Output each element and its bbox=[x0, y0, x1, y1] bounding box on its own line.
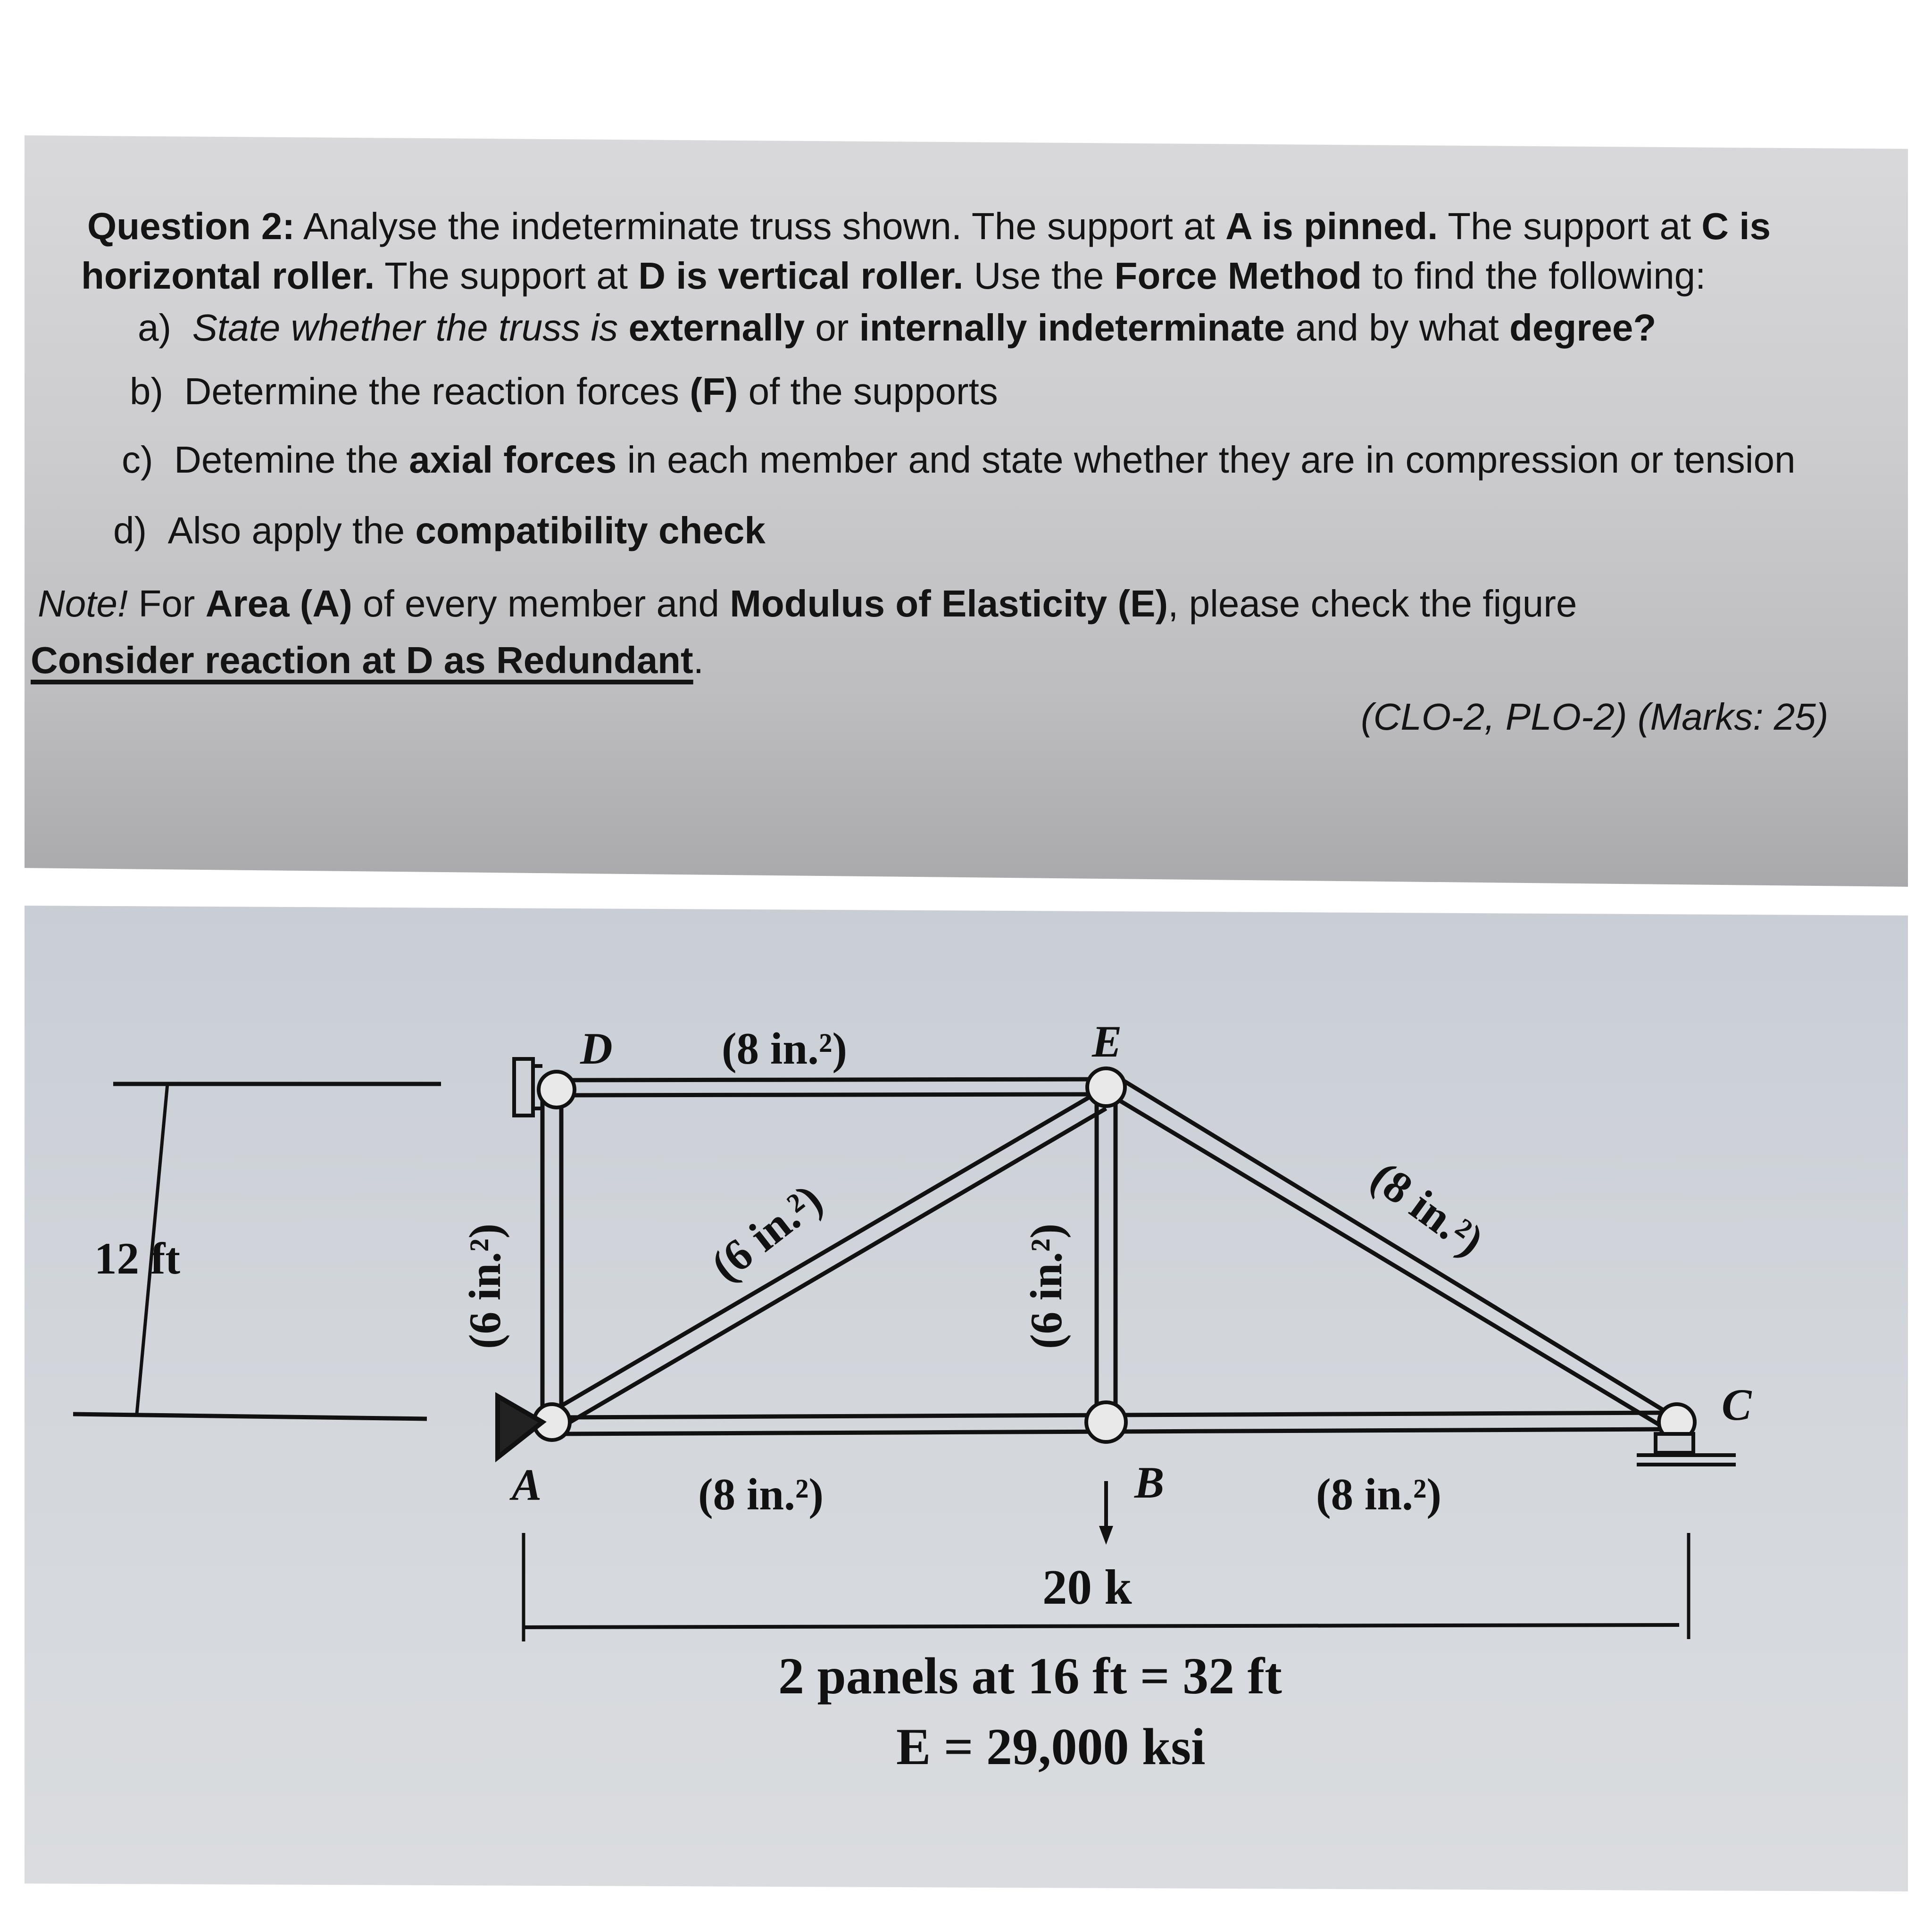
marks-label: (CLO-2, PLO-2) (Marks: 25) bbox=[1361, 696, 1829, 738]
text: . bbox=[693, 639, 704, 681]
joint-D bbox=[539, 1072, 575, 1108]
text: in each member and state whether they are in compression or tension bbox=[616, 439, 1796, 481]
text: Analyse the indeterminate truss shown. The support at bbox=[295, 205, 1226, 247]
text: and by what bbox=[1285, 307, 1509, 349]
text-bold: Modulus of Elasticity (E) bbox=[730, 583, 1168, 625]
text: of every member and bbox=[352, 583, 730, 625]
text: The support at bbox=[375, 255, 639, 297]
support-A-pinned bbox=[498, 1396, 542, 1457]
question-number: Question 2: bbox=[87, 205, 295, 247]
text: of the supports bbox=[738, 370, 998, 412]
joint-B bbox=[1086, 1402, 1126, 1442]
text-bold: degree? bbox=[1509, 307, 1657, 349]
node-label-B: B bbox=[1134, 1457, 1165, 1507]
area-label-AB: (8 in.²) bbox=[698, 1469, 824, 1519]
area-label-DE: (8 in.²) bbox=[722, 1024, 847, 1074]
area-label-BE: (6 in.²) bbox=[1021, 1224, 1071, 1349]
span-dimension bbox=[524, 1625, 1679, 1627]
height-label: 12 ft bbox=[94, 1233, 181, 1283]
text-bold: D is vertical roller. bbox=[638, 255, 964, 297]
node-label-E: E bbox=[1092, 1016, 1122, 1066]
text: or bbox=[805, 307, 859, 349]
arrow-head-icon bbox=[1099, 1526, 1113, 1545]
text-bold: axial forces bbox=[409, 439, 617, 481]
text-bold: horizontal roller. bbox=[81, 255, 375, 297]
text-bold: Area (A) bbox=[205, 583, 352, 625]
text: to find the following: bbox=[1362, 255, 1706, 297]
item-label: a) bbox=[138, 307, 172, 349]
item-label: c) bbox=[122, 439, 153, 481]
text: , please check the figure bbox=[1168, 583, 1577, 625]
text-bold: Force Method bbox=[1114, 255, 1362, 297]
node-label-C: C bbox=[1722, 1380, 1752, 1430]
text-underlined: Consider reaction at D as Redundant bbox=[31, 639, 693, 681]
span-label: 2 panels at 16 ft = 32 ft bbox=[778, 1647, 1282, 1705]
text: Note! bbox=[38, 583, 128, 625]
text: Also apply the bbox=[167, 509, 416, 551]
text: The support at bbox=[1438, 205, 1702, 247]
text: State whether the truss is bbox=[192, 307, 629, 349]
support-C-horizontal-roller bbox=[1637, 1434, 1736, 1465]
area-label-AE: (6 in.²) bbox=[701, 1174, 832, 1291]
load-label: 20 k bbox=[1042, 1559, 1132, 1615]
area-label-AD: (6 in.²) bbox=[460, 1224, 510, 1349]
joint-E bbox=[1087, 1068, 1125, 1106]
modulus-label: E = 29,000 ksi bbox=[896, 1718, 1206, 1775]
text: Use the bbox=[963, 255, 1115, 297]
area-label-BC: (8 in.²) bbox=[1316, 1469, 1441, 1519]
dimension-line-bottom bbox=[73, 1414, 427, 1419]
text-bold: externally bbox=[628, 307, 805, 349]
text-bold: internally indeterminate bbox=[859, 307, 1285, 349]
text: For bbox=[128, 583, 206, 625]
area-label-EC: (8 in.²) bbox=[1362, 1151, 1493, 1266]
node-label-A: A bbox=[512, 1460, 542, 1510]
text-bold: A is pinned. bbox=[1225, 205, 1438, 247]
text-bold: compatibility check bbox=[415, 509, 766, 551]
item-label: b) bbox=[130, 370, 164, 412]
node-label-D: D bbox=[580, 1024, 613, 1074]
item-label: d) bbox=[113, 509, 147, 551]
text-bold: (F) bbox=[690, 370, 738, 412]
text: Detemine the bbox=[174, 439, 409, 481]
text: Determine the reaction forces bbox=[184, 370, 690, 412]
text-bold: C is bbox=[1701, 205, 1771, 247]
